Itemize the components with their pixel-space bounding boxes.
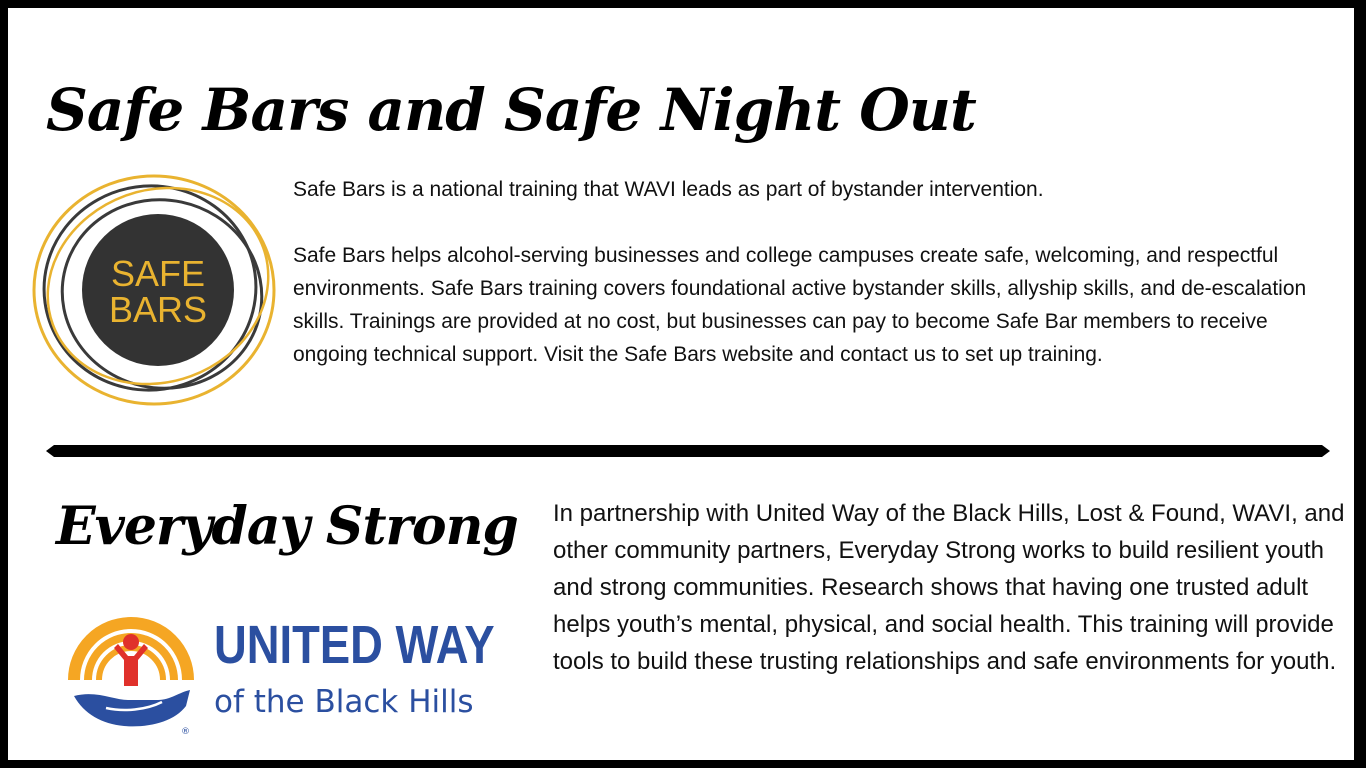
united-way-logo-icon xyxy=(66,604,196,736)
united-way-logo-name: UNITED WAY xyxy=(214,615,495,675)
section-title-everyday-strong: Everyday Strong xyxy=(56,496,518,557)
slide xyxy=(8,8,1354,760)
section-title-safe-bars: Safe Bars and Safe Night Out xyxy=(46,76,976,144)
safe-bars-paragraph-2: Safe Bars helps alcohol-serving businesses and college campuses create safe, welcoming, and respectful environments. Safe Bars training covers foundational active bystander skills, allyship skills, and de-escalation skills. Trainings are provided at no cost, but businesses can pay to become Safe Bar members to receive ongoing technical support. Visit the Safe Bars website and contact us to set up training. xyxy=(293,244,1307,366)
registered-mark: ® xyxy=(181,727,190,736)
safe-bars-logo-text-2: BARS xyxy=(108,289,208,330)
safe-bars-paragraph-1: Safe Bars is a national training that WAVI leads as part of bystander intervention. xyxy=(293,178,1044,201)
safe-bars-logo-text-1: SAFE xyxy=(110,253,206,294)
united-way-logo-sub: of the Black Hills xyxy=(214,684,474,720)
safe-bars-description xyxy=(293,173,1333,371)
everyday-strong-description: In partnership with United Way of the Black Hills, Lost & Found, WAVI, and other community partners, Everyday Strong works to build resilient youth and strong communities. Research shows that having one trusted adult helps youth’s mental, physical, and social health. This training will provide tools to build these trusting relationships and safe environments for youth. xyxy=(553,500,1345,675)
safe-bars-logo xyxy=(30,172,280,408)
section-divider xyxy=(46,443,1330,459)
